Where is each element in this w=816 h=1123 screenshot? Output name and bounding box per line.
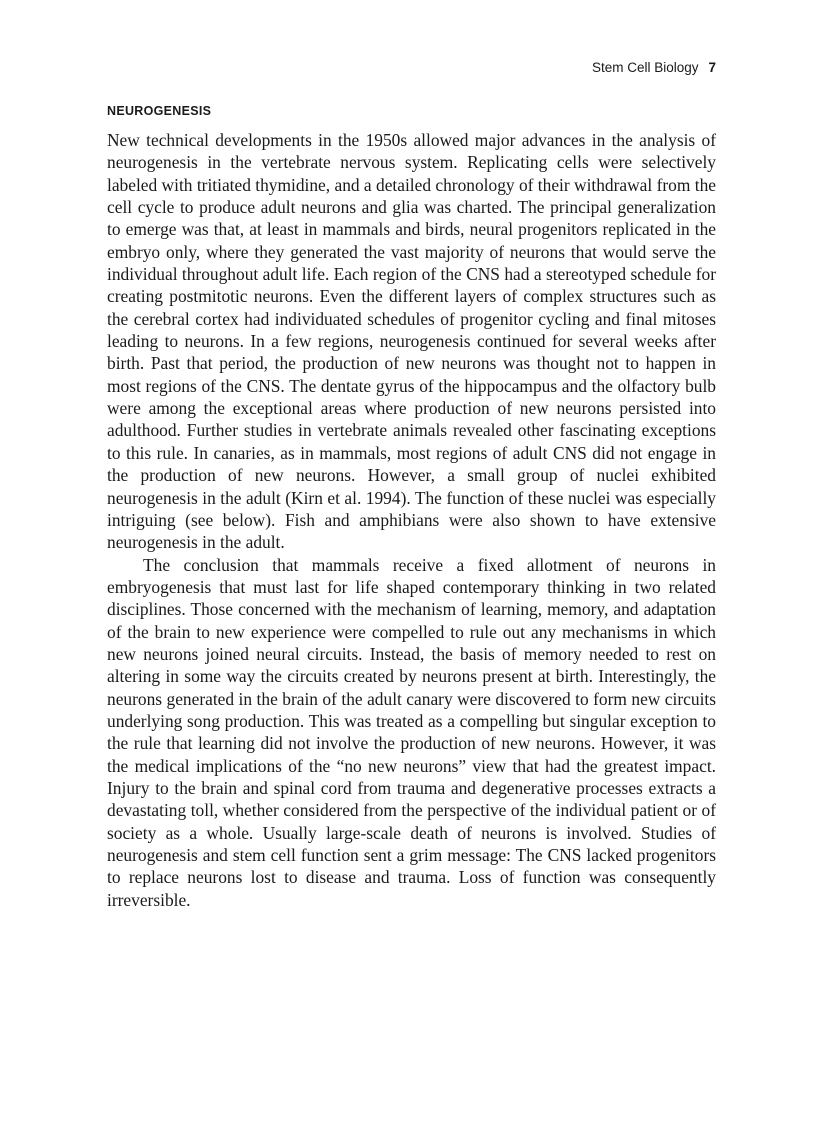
body-text	[107, 129, 716, 911]
running-head	[592, 60, 716, 75]
page-number: 7	[708, 60, 716, 75]
paragraph-1: New technical developments in the 1950s allowed major advances in the analysis of neurogenesis in the vertebrate nervous system. Replicating cells were selectively labeled with tritiated thymidine, and a detailed chronology of their withdrawal from the cell cycle to produce adult neurons and glia was charted. The principal generalization to emerge was that, at least in mammals and birds, neural progenitors replicated in the embryo only, where they generated the vast majority of neurons that would serve the individual throughout adult life. Each region of the CNS had a stereotyped schedule for creating postmitotic neurons. Even the different layers of complex structures such as the cerebral cortex had individuated schedules of progenitor cycling and final mitoses leading to neurons. In a few regions, neurogenesis continued for several weeks after birth. Past that period, the production of new neurons was thought not to happen in most regions of the CNS. The dentate gyrus of the hippocampus and the olfactory bulb were among the exceptional areas where production of new neurons persisted into adulthood. Further studies in vertebrate animals revealed other fascinating exceptions to this rule. In canaries, as in mammals, most regions of adult CNS did not engage in the production of new neurons. However, a small group of nuclei exhibited neurogenesis in the adult (Kirn et al. 1994). The function of these nuclei was especially intriguing (see below). Fish and amphibians were also shown to have extensive neurogenesis in the adult.	[107, 130, 716, 553]
running-title: Stem Cell Biology	[591, 60, 699, 75]
section-heading: NEUROGENESIS	[107, 104, 212, 118]
paragraph-2: The conclusion that mammals receive a fixed allotment of neurons in embryogenesis that must last for life shaped contemporary thinking in two related disciplines. Those concerned with the mechanism of learning, memory, and adaptation of the brain to new experience were compelled to rule out any mechanisms in which new neurons joined neural circuits. Instead, the basis of memory needed to rest on altering in some way the circuits created by neurons present at birth. Interestingly, the neurons generated in the brain of the adult canary were discovered to form new circuits underlying song production. This was treated as a compelling but singular exception to the rule that learning did not involve the production of new neurons. However, it was the medical implications of the “no new neurons” view that had the greatest impact. Injury to the brain and spinal cord from trauma and degenerative processes extracts a devastating toll, whether considered from the perspective of the individual patient or of society as a whole. Usually large-scale death of neurons is involved. Studies of neurogenesis and stem cell function sent a grim message: The CNS lacked progenitors to replace neurons lost to disease and trauma. Loss of function was consequently irreversible.	[107, 554, 716, 910]
